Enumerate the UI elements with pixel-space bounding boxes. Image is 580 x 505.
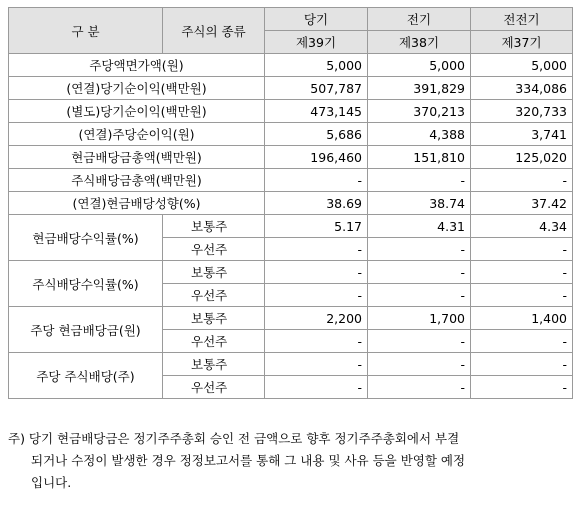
row-label: (별도)당기순이익(백만원): [9, 100, 265, 123]
value-cell: -: [471, 238, 573, 261]
value-cell: 38.74: [368, 192, 471, 215]
value-cell: 5,000: [471, 54, 573, 77]
value-cell: -: [368, 169, 471, 192]
value-cell: -: [265, 169, 368, 192]
value-cell: -: [368, 238, 471, 261]
value-cell: -: [471, 330, 573, 353]
group-label: 주당 주식배당(주): [9, 353, 163, 399]
value-cell: -: [265, 261, 368, 284]
value-cell: -: [471, 376, 573, 399]
table-row: [9, 77, 573, 100]
value-cell: 3,741: [471, 123, 573, 146]
header-gubun: 구 분: [9, 8, 163, 54]
value-cell: 5,000: [368, 54, 471, 77]
value-cell: 1,700: [368, 307, 471, 330]
table-row: [9, 215, 573, 238]
table-row: [9, 169, 573, 192]
row-label: 주당액면가액(원): [9, 54, 265, 77]
value-cell: 125,020: [471, 146, 573, 169]
value-cell: 4,388: [368, 123, 471, 146]
header-period-prior2: 전전기: [471, 8, 573, 31]
value-cell: -: [471, 261, 573, 284]
header-stock-type: 주식의 종류: [163, 8, 265, 54]
value-cell: -: [368, 353, 471, 376]
value-cell: -: [265, 353, 368, 376]
stock-type-cell: 우선주: [163, 376, 265, 399]
stock-type-cell: 보통주: [163, 261, 265, 284]
value-cell: -: [471, 169, 573, 192]
row-label: 현금배당금총액(백만원): [9, 146, 265, 169]
row-label: (연결)현금배당성향(%): [9, 192, 265, 215]
table-row: [9, 261, 573, 284]
value-cell: 507,787: [265, 77, 368, 100]
value-cell: 5,000: [265, 54, 368, 77]
table-row: [9, 100, 573, 123]
footnote-line-2: 되거나 수정이 발생한 경우 정정보고서를 통해 그 내용 및 사유 등을 반영할 예정: [31, 453, 466, 468]
header-period-prior: 전기: [368, 8, 471, 31]
stock-type-cell: 보통주: [163, 307, 265, 330]
value-cell: 2,200: [265, 307, 368, 330]
table-row: [9, 307, 573, 330]
value-cell: 4.34: [471, 215, 573, 238]
value-cell: -: [265, 376, 368, 399]
footnote-line-1: 주) 당기 현금배당금은 정기주주총회 승인 전 금액으로 향후 정기주주총회에서 부결: [8, 431, 460, 446]
value-cell: -: [368, 330, 471, 353]
header-period-current: 당기: [265, 8, 368, 31]
value-cell: 5,686: [265, 123, 368, 146]
table-row: [9, 146, 573, 169]
table-row: [9, 123, 573, 146]
value-cell: 38.69: [265, 192, 368, 215]
value-cell: -: [368, 376, 471, 399]
footnote: [8, 428, 574, 494]
value-cell: 151,810: [368, 146, 471, 169]
table-row: [9, 54, 573, 77]
table-row: [9, 192, 573, 215]
value-cell: 370,213: [368, 100, 471, 123]
dividend-table: [8, 7, 573, 399]
header-term-current: 제39기: [265, 31, 368, 54]
value-cell: 473,145: [265, 100, 368, 123]
table-row: [9, 353, 573, 376]
value-cell: 320,733: [471, 100, 573, 123]
value-cell: -: [265, 238, 368, 261]
group-label: 현금배당수익률(%): [9, 215, 163, 261]
value-cell: 37.42: [471, 192, 573, 215]
stock-type-cell: 우선주: [163, 284, 265, 307]
row-label: (연결)주당순이익(원): [9, 123, 265, 146]
value-cell: -: [368, 261, 471, 284]
value-cell: 1,400: [471, 307, 573, 330]
value-cell: -: [265, 330, 368, 353]
row-label: 주식배당금총액(백만원): [9, 169, 265, 192]
value-cell: -: [368, 284, 471, 307]
value-cell: 196,460: [265, 146, 368, 169]
value-cell: 334,086: [471, 77, 573, 100]
footnote-line-3: 입니다.: [31, 475, 72, 490]
value-cell: 5.17: [265, 215, 368, 238]
stock-type-cell: 보통주: [163, 215, 265, 238]
value-cell: -: [471, 284, 573, 307]
value-cell: -: [265, 284, 368, 307]
group-label: 주식배당수익률(%): [9, 261, 163, 307]
stock-type-cell: 보통주: [163, 353, 265, 376]
group-label: 주당 현금배당금(원): [9, 307, 163, 353]
stock-type-cell: 우선주: [163, 330, 265, 353]
row-label: (연결)당기순이익(백만원): [9, 77, 265, 100]
value-cell: 4.31: [368, 215, 471, 238]
header-row-1: [9, 8, 573, 31]
stock-type-cell: 우선주: [163, 238, 265, 261]
value-cell: 391,829: [368, 77, 471, 100]
header-term-prior2: 제37기: [471, 31, 573, 54]
value-cell: -: [471, 353, 573, 376]
header-term-prior: 제38기: [368, 31, 471, 54]
